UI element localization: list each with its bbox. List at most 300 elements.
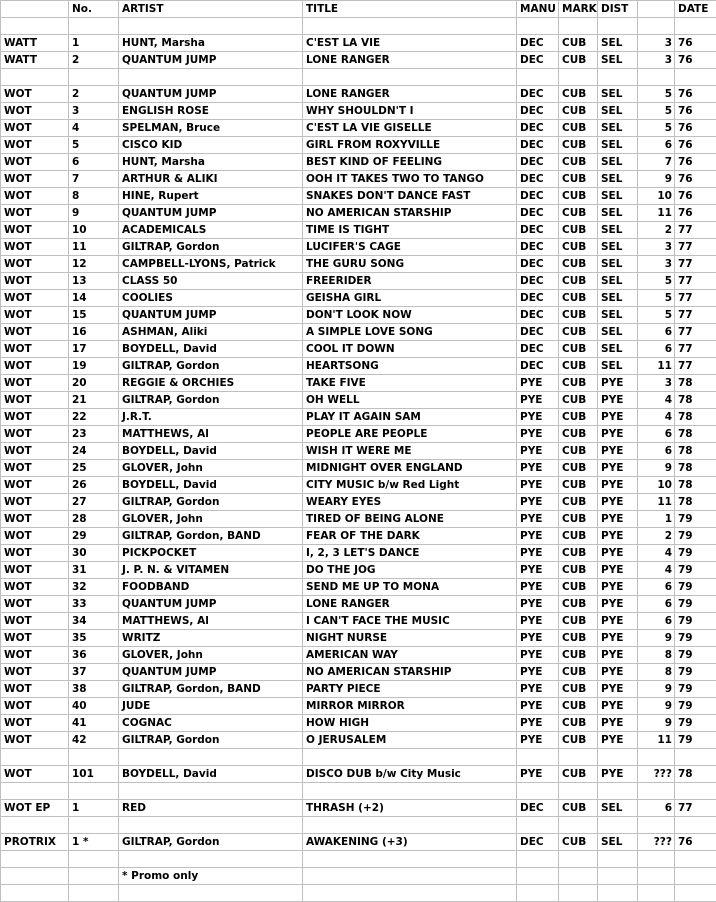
cell-year: 79 bbox=[675, 613, 716, 630]
cell-artist: J.R.T. bbox=[119, 409, 303, 426]
cell-manu: PYE bbox=[517, 477, 559, 494]
cell-manu: DEC bbox=[517, 358, 559, 375]
table-row bbox=[1, 579, 716, 596]
cell-dist: PYE bbox=[598, 460, 638, 477]
cell-number: 31 bbox=[69, 562, 119, 579]
cell-label: WOT bbox=[1, 477, 69, 494]
cell-dist: SEL bbox=[598, 834, 638, 851]
cell-number: 8 bbox=[69, 188, 119, 205]
cell-month: 5 bbox=[638, 290, 675, 307]
cell-artist: QUANTUM JUMP bbox=[119, 664, 303, 681]
cell-artist: COOLIES bbox=[119, 290, 303, 307]
cell-month: 3 bbox=[638, 256, 675, 273]
cell-label: WOT bbox=[1, 375, 69, 392]
header-cell-manu: MANU bbox=[517, 1, 559, 18]
table-row bbox=[1, 69, 716, 86]
cell-label: WOT bbox=[1, 545, 69, 562]
cell-month: 6 bbox=[638, 443, 675, 460]
cell-number: 6 bbox=[69, 154, 119, 171]
cell-month: 2 bbox=[638, 222, 675, 239]
cell-year: 76 bbox=[675, 103, 716, 120]
cell-manu: DEC bbox=[517, 188, 559, 205]
cell-dist: SEL bbox=[598, 358, 638, 375]
cell-artist: GILTRAP, Gordon bbox=[119, 239, 303, 256]
cell-title bbox=[303, 817, 517, 834]
cell-year: 76 bbox=[675, 188, 716, 205]
cell-dist: SEL bbox=[598, 273, 638, 290]
cell-year: 77 bbox=[675, 239, 716, 256]
cell-manu: PYE bbox=[517, 545, 559, 562]
cell-manu: PYE bbox=[517, 647, 559, 664]
cell-number: 40 bbox=[69, 698, 119, 715]
cell-number: 17 bbox=[69, 341, 119, 358]
cell-title: GEISHA GIRL bbox=[303, 290, 517, 307]
cell-mark bbox=[559, 817, 598, 834]
cell-number: 33 bbox=[69, 596, 119, 613]
cell-year: 79 bbox=[675, 630, 716, 647]
cell-dist: SEL bbox=[598, 171, 638, 188]
cell-artist: GLOVER, John bbox=[119, 460, 303, 477]
cell-artist bbox=[119, 69, 303, 86]
cell-mark: CUB bbox=[559, 290, 598, 307]
cell-artist: GILTRAP, Gordon bbox=[119, 732, 303, 749]
cell-title: BEST KIND OF FEELING bbox=[303, 154, 517, 171]
cell-artist: MATTHEWS, Al bbox=[119, 426, 303, 443]
cell-title: PARTY PIECE bbox=[303, 681, 517, 698]
cell-month: 3 bbox=[638, 52, 675, 69]
cell-mark: CUB bbox=[559, 205, 598, 222]
cell-title: O JERUSALEM bbox=[303, 732, 517, 749]
cell-title: HOW HIGH bbox=[303, 715, 517, 732]
table-row bbox=[1, 494, 716, 511]
cell-title: LONE RANGER bbox=[303, 596, 517, 613]
cell-title: TIME IS TIGHT bbox=[303, 222, 517, 239]
cell-title: WEARY EYES bbox=[303, 494, 517, 511]
cell-number: 36 bbox=[69, 647, 119, 664]
cell-title bbox=[303, 868, 517, 885]
cell-month: 5 bbox=[638, 307, 675, 324]
cell-month: 9 bbox=[638, 171, 675, 188]
cell-year: 79 bbox=[675, 715, 716, 732]
cell-title: AWAKENING (+3) bbox=[303, 834, 517, 851]
cell-month bbox=[638, 18, 675, 35]
cell-label bbox=[1, 851, 69, 868]
table-row bbox=[1, 834, 716, 851]
cell-artist: GLOVER, John bbox=[119, 647, 303, 664]
cell-number: 32 bbox=[69, 579, 119, 596]
cell-artist: J. P. N. & VITAMEN bbox=[119, 562, 303, 579]
cell-dist: SEL bbox=[598, 120, 638, 137]
cell-mark bbox=[559, 851, 598, 868]
table-row bbox=[1, 460, 716, 477]
cell-label: WOT bbox=[1, 647, 69, 664]
cell-manu: PYE bbox=[517, 579, 559, 596]
cell-number: 23 bbox=[69, 426, 119, 443]
cell-manu: DEC bbox=[517, 137, 559, 154]
cell-number: 11 bbox=[69, 239, 119, 256]
cell-number bbox=[69, 18, 119, 35]
cell-year: 76 bbox=[675, 171, 716, 188]
cell-title: OH WELL bbox=[303, 392, 517, 409]
cell-artist bbox=[119, 885, 303, 902]
cell-title: I CAN'T FACE THE MUSIC bbox=[303, 613, 517, 630]
cell-manu: DEC bbox=[517, 103, 559, 120]
header-cell-dist: DIST bbox=[598, 1, 638, 18]
cell-number bbox=[69, 851, 119, 868]
cell-number: 12 bbox=[69, 256, 119, 273]
cell-artist: ARTHUR & ALIKI bbox=[119, 171, 303, 188]
cell-dist: SEL bbox=[598, 86, 638, 103]
cell-dist: PYE bbox=[598, 681, 638, 698]
cell-month: 3 bbox=[638, 35, 675, 52]
cell-dist: PYE bbox=[598, 545, 638, 562]
cell-title: PEOPLE ARE PEOPLE bbox=[303, 426, 517, 443]
cell-month: 6 bbox=[638, 579, 675, 596]
cell-month: 6 bbox=[638, 426, 675, 443]
cell-dist: SEL bbox=[598, 137, 638, 154]
cell-artist: GILTRAP, Gordon bbox=[119, 834, 303, 851]
cell-title: DON'T LOOK NOW bbox=[303, 307, 517, 324]
cell-label bbox=[1, 18, 69, 35]
cell-year: 76 bbox=[675, 834, 716, 851]
cell-mark bbox=[559, 18, 598, 35]
cell-dist: SEL bbox=[598, 307, 638, 324]
cell-year: 78 bbox=[675, 392, 716, 409]
cell-dist: SEL bbox=[598, 205, 638, 222]
cell-artist bbox=[119, 18, 303, 35]
cell-year: 78 bbox=[675, 443, 716, 460]
cell-artist: HUNT, Marsha bbox=[119, 35, 303, 52]
cell-label: WATT bbox=[1, 35, 69, 52]
table-row bbox=[1, 52, 716, 69]
cell-manu: PYE bbox=[517, 596, 559, 613]
cell-label: WOT bbox=[1, 239, 69, 256]
table-row bbox=[1, 664, 716, 681]
cell-dist: PYE bbox=[598, 528, 638, 545]
cell-title: TAKE FIVE bbox=[303, 375, 517, 392]
cell-dist: PYE bbox=[598, 664, 638, 681]
cell-dist: PYE bbox=[598, 715, 638, 732]
cell-label: WOT bbox=[1, 715, 69, 732]
cell-year: 76 bbox=[675, 154, 716, 171]
cell-label: PROTRIX bbox=[1, 834, 69, 851]
table-row bbox=[1, 409, 716, 426]
cell-mark: CUB bbox=[559, 256, 598, 273]
cell-dist: SEL bbox=[598, 800, 638, 817]
cell-number: 16 bbox=[69, 324, 119, 341]
cell-dist: PYE bbox=[598, 511, 638, 528]
cell-manu: DEC bbox=[517, 834, 559, 851]
cell-year: 77 bbox=[675, 341, 716, 358]
cell-label bbox=[1, 885, 69, 902]
cell-year: 77 bbox=[675, 222, 716, 239]
table-row bbox=[1, 35, 716, 52]
table-row bbox=[1, 613, 716, 630]
cell-year: 76 bbox=[675, 52, 716, 69]
cell-mark: CUB bbox=[559, 86, 598, 103]
cell-month: ??? bbox=[638, 766, 675, 783]
cell-mark: CUB bbox=[559, 528, 598, 545]
cell-artist: MATTHEWS, Al bbox=[119, 613, 303, 630]
cell-artist: * Promo only bbox=[119, 868, 303, 885]
cell-mark: CUB bbox=[559, 579, 598, 596]
cell-manu: PYE bbox=[517, 698, 559, 715]
cell-mark: CUB bbox=[559, 511, 598, 528]
cell-month: 3 bbox=[638, 239, 675, 256]
cell-artist bbox=[119, 749, 303, 766]
cell-month: 8 bbox=[638, 664, 675, 681]
cell-dist bbox=[598, 783, 638, 800]
cell-manu: DEC bbox=[517, 52, 559, 69]
cell-number: 42 bbox=[69, 732, 119, 749]
cell-label: WOT bbox=[1, 358, 69, 375]
table-row bbox=[1, 154, 716, 171]
cell-title bbox=[303, 69, 517, 86]
cell-dist: PYE bbox=[598, 630, 638, 647]
cell-number: 1 bbox=[69, 800, 119, 817]
cell-manu: PYE bbox=[517, 460, 559, 477]
header-cell-title: TITLE bbox=[303, 1, 517, 18]
cell-year: 78 bbox=[675, 426, 716, 443]
cell-number: 4 bbox=[69, 120, 119, 137]
cell-month bbox=[638, 749, 675, 766]
cell-year: 79 bbox=[675, 562, 716, 579]
cell-label: WOT bbox=[1, 579, 69, 596]
cell-number: 26 bbox=[69, 477, 119, 494]
cell-title bbox=[303, 749, 517, 766]
cell-title: FEAR OF THE DARK bbox=[303, 528, 517, 545]
cell-title: THRASH (+2) bbox=[303, 800, 517, 817]
cell-title: GIRL FROM ROXYVILLE bbox=[303, 137, 517, 154]
cell-month: 11 bbox=[638, 494, 675, 511]
cell-mark: CUB bbox=[559, 307, 598, 324]
cell-year: 79 bbox=[675, 596, 716, 613]
cell-number bbox=[69, 868, 119, 885]
cell-artist: COGNAC bbox=[119, 715, 303, 732]
cell-month: 9 bbox=[638, 460, 675, 477]
cell-label: WOT bbox=[1, 630, 69, 647]
table-row bbox=[1, 426, 716, 443]
table-row bbox=[1, 137, 716, 154]
cell-dist: SEL bbox=[598, 239, 638, 256]
cell-number bbox=[69, 749, 119, 766]
cell-mark: CUB bbox=[559, 222, 598, 239]
table-row bbox=[1, 358, 716, 375]
cell-dist: PYE bbox=[598, 477, 638, 494]
cell-year bbox=[675, 885, 716, 902]
cell-label: WOT bbox=[1, 460, 69, 477]
cell-label: WOT bbox=[1, 137, 69, 154]
cell-title: WHY SHOULDN'T I bbox=[303, 103, 517, 120]
cell-label bbox=[1, 749, 69, 766]
cell-month: 6 bbox=[638, 596, 675, 613]
cell-manu: DEC bbox=[517, 120, 559, 137]
cell-artist: PICKPOCKET bbox=[119, 545, 303, 562]
cell-manu: DEC bbox=[517, 205, 559, 222]
cell-title: AMERICAN WAY bbox=[303, 647, 517, 664]
cell-manu: PYE bbox=[517, 528, 559, 545]
header-cell-month bbox=[638, 1, 675, 18]
cell-year: 79 bbox=[675, 579, 716, 596]
cell-artist: GILTRAP, Gordon bbox=[119, 494, 303, 511]
table-row bbox=[1, 647, 716, 664]
cell-year bbox=[675, 851, 716, 868]
cell-artist bbox=[119, 851, 303, 868]
cell-year: 78 bbox=[675, 494, 716, 511]
cell-dist: SEL bbox=[598, 154, 638, 171]
cell-mark: CUB bbox=[559, 715, 598, 732]
cell-number: 35 bbox=[69, 630, 119, 647]
cell-month bbox=[638, 868, 675, 885]
cell-title bbox=[303, 783, 517, 800]
cell-month bbox=[638, 817, 675, 834]
cell-artist: BOYDELL, David bbox=[119, 341, 303, 358]
cell-label: WOT bbox=[1, 307, 69, 324]
table-row bbox=[1, 205, 716, 222]
table-row bbox=[1, 766, 716, 783]
cell-label: WOT bbox=[1, 613, 69, 630]
cell-label bbox=[1, 783, 69, 800]
cell-mark: CUB bbox=[559, 341, 598, 358]
cell-dist: PYE bbox=[598, 562, 638, 579]
table-row bbox=[1, 307, 716, 324]
cell-mark: CUB bbox=[559, 409, 598, 426]
cell-dist bbox=[598, 868, 638, 885]
cell-year bbox=[675, 18, 716, 35]
cell-month: 5 bbox=[638, 273, 675, 290]
cell-label: WOT bbox=[1, 392, 69, 409]
cell-month: 6 bbox=[638, 613, 675, 630]
cell-manu bbox=[517, 868, 559, 885]
cell-mark: CUB bbox=[559, 324, 598, 341]
cell-mark: CUB bbox=[559, 103, 598, 120]
cell-label bbox=[1, 69, 69, 86]
table-row bbox=[1, 715, 716, 732]
cell-manu: DEC bbox=[517, 307, 559, 324]
table-row bbox=[1, 103, 716, 120]
cell-manu: PYE bbox=[517, 375, 559, 392]
cell-manu: DEC bbox=[517, 256, 559, 273]
cell-mark: CUB bbox=[559, 375, 598, 392]
cell-manu: PYE bbox=[517, 664, 559, 681]
cell-label: WOT bbox=[1, 681, 69, 698]
cell-year: 79 bbox=[675, 698, 716, 715]
cell-artist: CISCO KID bbox=[119, 137, 303, 154]
cell-manu: PYE bbox=[517, 511, 559, 528]
cell-number: 2 bbox=[69, 86, 119, 103]
cell-year: 76 bbox=[675, 35, 716, 52]
cell-label: WOT bbox=[1, 494, 69, 511]
table-row bbox=[1, 392, 716, 409]
cell-month: 10 bbox=[638, 477, 675, 494]
cell-manu: PYE bbox=[517, 494, 559, 511]
cell-label: WOT bbox=[1, 766, 69, 783]
cell-artist: SPELMAN, Bruce bbox=[119, 120, 303, 137]
cell-artist: FOODBAND bbox=[119, 579, 303, 596]
table-row bbox=[1, 477, 716, 494]
cell-month: 11 bbox=[638, 205, 675, 222]
cell-year: 76 bbox=[675, 137, 716, 154]
cell-title: A SIMPLE LOVE SONG bbox=[303, 324, 517, 341]
table-row bbox=[1, 239, 716, 256]
cell-dist: PYE bbox=[598, 375, 638, 392]
cell-artist: CAMPBELL-LYONS, Patrick bbox=[119, 256, 303, 273]
cell-number: 14 bbox=[69, 290, 119, 307]
cell-title: LUCIFER'S CAGE bbox=[303, 239, 517, 256]
table-row bbox=[1, 18, 716, 35]
cell-number bbox=[69, 69, 119, 86]
table-row bbox=[1, 188, 716, 205]
table-row bbox=[1, 630, 716, 647]
cell-number bbox=[69, 783, 119, 800]
cell-manu: DEC bbox=[517, 35, 559, 52]
cell-manu bbox=[517, 18, 559, 35]
table-row bbox=[1, 885, 716, 902]
cell-dist: PYE bbox=[598, 766, 638, 783]
cell-label: WOT bbox=[1, 562, 69, 579]
cell-number: 25 bbox=[69, 460, 119, 477]
cell-mark: CUB bbox=[559, 800, 598, 817]
cell-dist bbox=[598, 851, 638, 868]
table-row bbox=[1, 800, 716, 817]
table-row bbox=[1, 443, 716, 460]
cell-number: 10 bbox=[69, 222, 119, 239]
cell-label: WOT bbox=[1, 426, 69, 443]
cell-label bbox=[1, 868, 69, 885]
cell-number: 41 bbox=[69, 715, 119, 732]
cell-dist bbox=[598, 817, 638, 834]
cell-dist: PYE bbox=[598, 579, 638, 596]
cell-mark: CUB bbox=[559, 732, 598, 749]
cell-month: 4 bbox=[638, 392, 675, 409]
cell-title: TIRED OF BEING ALONE bbox=[303, 511, 517, 528]
cell-mark bbox=[559, 783, 598, 800]
table-row bbox=[1, 868, 716, 885]
cell-year bbox=[675, 69, 716, 86]
table-row bbox=[1, 375, 716, 392]
cell-manu: DEC bbox=[517, 222, 559, 239]
cell-mark: CUB bbox=[559, 664, 598, 681]
cell-artist: QUANTUM JUMP bbox=[119, 86, 303, 103]
cell-year: 79 bbox=[675, 664, 716, 681]
cell-artist: BOYDELL, David bbox=[119, 443, 303, 460]
cell-number: 9 bbox=[69, 205, 119, 222]
table-row bbox=[1, 783, 716, 800]
cell-mark: CUB bbox=[559, 545, 598, 562]
cell-manu: PYE bbox=[517, 409, 559, 426]
cell-month: 7 bbox=[638, 154, 675, 171]
cell-number: 37 bbox=[69, 664, 119, 681]
cell-number: 1 bbox=[69, 35, 119, 52]
cell-title: WISH IT WERE ME bbox=[303, 443, 517, 460]
table-row bbox=[1, 817, 716, 834]
cell-manu bbox=[517, 749, 559, 766]
cell-year: 79 bbox=[675, 732, 716, 749]
cell-artist: CLASS 50 bbox=[119, 273, 303, 290]
header-row bbox=[1, 1, 716, 18]
cell-artist: GILTRAP, Gordon, BAND bbox=[119, 681, 303, 698]
table-row bbox=[1, 545, 716, 562]
header-cell-artist: ARTIST bbox=[119, 1, 303, 18]
cell-title: SEND ME UP TO MONA bbox=[303, 579, 517, 596]
cell-artist bbox=[119, 783, 303, 800]
cell-manu bbox=[517, 817, 559, 834]
cell-month: 9 bbox=[638, 630, 675, 647]
cell-month: 5 bbox=[638, 120, 675, 137]
cell-artist: BOYDELL, David bbox=[119, 766, 303, 783]
cell-mark: CUB bbox=[559, 120, 598, 137]
table-row bbox=[1, 256, 716, 273]
